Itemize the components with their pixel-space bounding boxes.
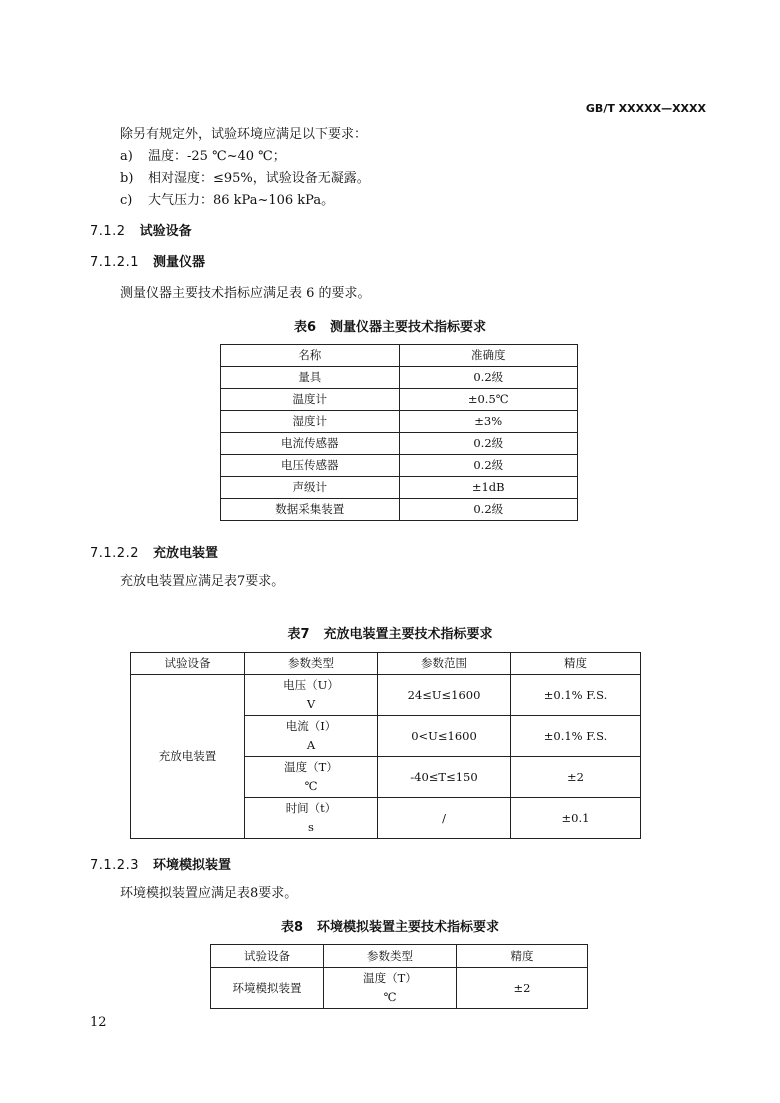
intro-text: 除另有规定外，试验环境应满足以下要求： xyxy=(120,127,368,142)
table7-caption xyxy=(0,623,780,642)
name-cell: 声级计 xyxy=(221,477,400,499)
accuracy-cell: 0.2级 xyxy=(399,455,578,477)
device-cell: 环境模拟装置 xyxy=(211,968,324,1009)
section-text-7-1-2-2: 充放电装置应满足表7要求。 xyxy=(120,574,285,589)
table-row xyxy=(211,968,588,1009)
item-text: 相对湿度：≤95%，试验设备无凝露。 xyxy=(148,171,370,186)
header-cell: 参数类型 xyxy=(324,945,457,968)
item-marker: b) xyxy=(120,171,134,186)
header-cell: 试验设备 xyxy=(131,653,245,675)
heading-7-1-2-2 xyxy=(90,542,218,561)
precision-cell: ±0.1% F.S. xyxy=(511,716,641,757)
section-title: 充放电装置 xyxy=(152,546,218,561)
table-row xyxy=(221,499,578,521)
item-text: 温度：-25 ℃~40 ℃； xyxy=(148,149,286,164)
param-cell xyxy=(245,757,378,798)
param-name: 电流（I） xyxy=(285,719,337,733)
table-header-row xyxy=(131,653,641,675)
section-text-7-1-2-1: 测量仪器主要技术指标应满足表 6 的要求。 xyxy=(120,286,371,301)
section-title: 环境模拟装置 xyxy=(152,858,231,873)
heading-7-1-2-1 xyxy=(90,251,205,270)
header-cell: 参数类型 xyxy=(245,653,378,675)
heading-7-1-2-3 xyxy=(90,854,231,873)
page-number: 12 xyxy=(90,1015,107,1030)
table-title: 测量仪器主要技术指标要求 xyxy=(330,320,487,335)
section-text-7-1-2-3: 环境模拟装置应满足表8要求。 xyxy=(120,886,298,901)
section-number: 7.1.2.2 xyxy=(90,546,139,561)
table6 xyxy=(220,344,578,521)
table-row xyxy=(221,433,578,455)
param-cell xyxy=(245,675,378,716)
device-cell: 充放电装置 xyxy=(131,675,245,839)
table8-caption xyxy=(0,916,780,935)
header-cell: 名称 xyxy=(221,345,400,367)
section-title: 测量仪器 xyxy=(152,255,205,270)
section-number: 7.1.2.1 xyxy=(90,255,139,270)
precision-cell: ±2 xyxy=(457,968,588,1009)
accuracy-cell: ±0.5℃ xyxy=(399,389,578,411)
table8 xyxy=(210,944,588,1009)
name-cell: 量具 xyxy=(221,367,400,389)
table-label: 表6 xyxy=(293,320,317,335)
param-name: 时间（t） xyxy=(285,801,337,815)
range-cell: / xyxy=(378,798,511,839)
param-name: 温度（T） xyxy=(284,760,338,774)
name-cell: 数据采集装置 xyxy=(221,499,400,521)
range-cell: -40≤T≤150 xyxy=(378,757,511,798)
param-unit: V xyxy=(306,697,316,711)
section-title: 试验设备 xyxy=(139,224,192,239)
table6-caption xyxy=(0,316,780,335)
table-header-row xyxy=(221,345,578,367)
param-unit: ℃ xyxy=(383,990,397,1004)
table-label: 表7 xyxy=(287,627,310,642)
name-cell: 温度计 xyxy=(221,389,400,411)
header-cell: 参数范围 xyxy=(378,653,511,675)
table-header-row xyxy=(211,945,588,968)
header-cell: 试验设备 xyxy=(211,945,324,968)
param-cell xyxy=(245,716,378,757)
heading-7-1-2 xyxy=(90,220,192,239)
table-row xyxy=(221,411,578,433)
accuracy-cell: 0.2级 xyxy=(399,499,578,521)
name-cell: 电压传感器 xyxy=(221,455,400,477)
requirement-item-a xyxy=(120,148,286,166)
name-cell: 电流传感器 xyxy=(221,433,400,455)
param-cell xyxy=(245,798,378,839)
header-cell: 精度 xyxy=(511,653,641,675)
table-row xyxy=(221,455,578,477)
header-cell: 准确度 xyxy=(399,345,578,367)
range-cell: 0<U≤1600 xyxy=(378,716,511,757)
table-row xyxy=(221,477,578,499)
accuracy-cell: ±1dB xyxy=(399,477,578,499)
param-unit: A xyxy=(306,738,316,752)
table-title: 充放电装置主要技术指标要求 xyxy=(323,627,493,642)
item-marker: a) xyxy=(120,149,133,164)
table-title: 环境模拟装置主要技术指标要求 xyxy=(317,920,500,935)
section-number: 7.1.2.3 xyxy=(90,858,139,873)
param-unit: s xyxy=(308,820,314,834)
requirement-item-c xyxy=(120,192,334,210)
precision-cell: ±0.1 xyxy=(511,798,641,839)
table7 xyxy=(130,652,641,839)
table-label: 表8 xyxy=(280,920,304,935)
item-text: 大气压力：86 kPa~106 kPa。 xyxy=(148,193,335,208)
accuracy-cell: 0.2级 xyxy=(399,433,578,455)
param-cell xyxy=(324,968,457,1009)
accuracy-cell: 0.2级 xyxy=(399,367,578,389)
table-row xyxy=(131,675,641,716)
range-cell: 24≤U≤1600 xyxy=(378,675,511,716)
requirement-item-b xyxy=(120,170,370,188)
header-cell: 精度 xyxy=(457,945,588,968)
table-row xyxy=(221,389,578,411)
param-name: 温度（T） xyxy=(363,971,417,985)
precision-cell: ±2 xyxy=(511,757,641,798)
section-number: 7.1.2 xyxy=(90,224,126,239)
name-cell: 湿度计 xyxy=(221,411,400,433)
document-number: GB/T XXXXX—XXXX xyxy=(585,102,706,115)
precision-cell: ±0.1% F.S. xyxy=(511,675,641,716)
accuracy-cell: ±3% xyxy=(399,411,578,433)
item-marker: c) xyxy=(120,193,133,208)
param-unit: ℃ xyxy=(304,779,318,793)
table-row xyxy=(221,367,578,389)
param-name: 电压（U） xyxy=(283,678,339,692)
